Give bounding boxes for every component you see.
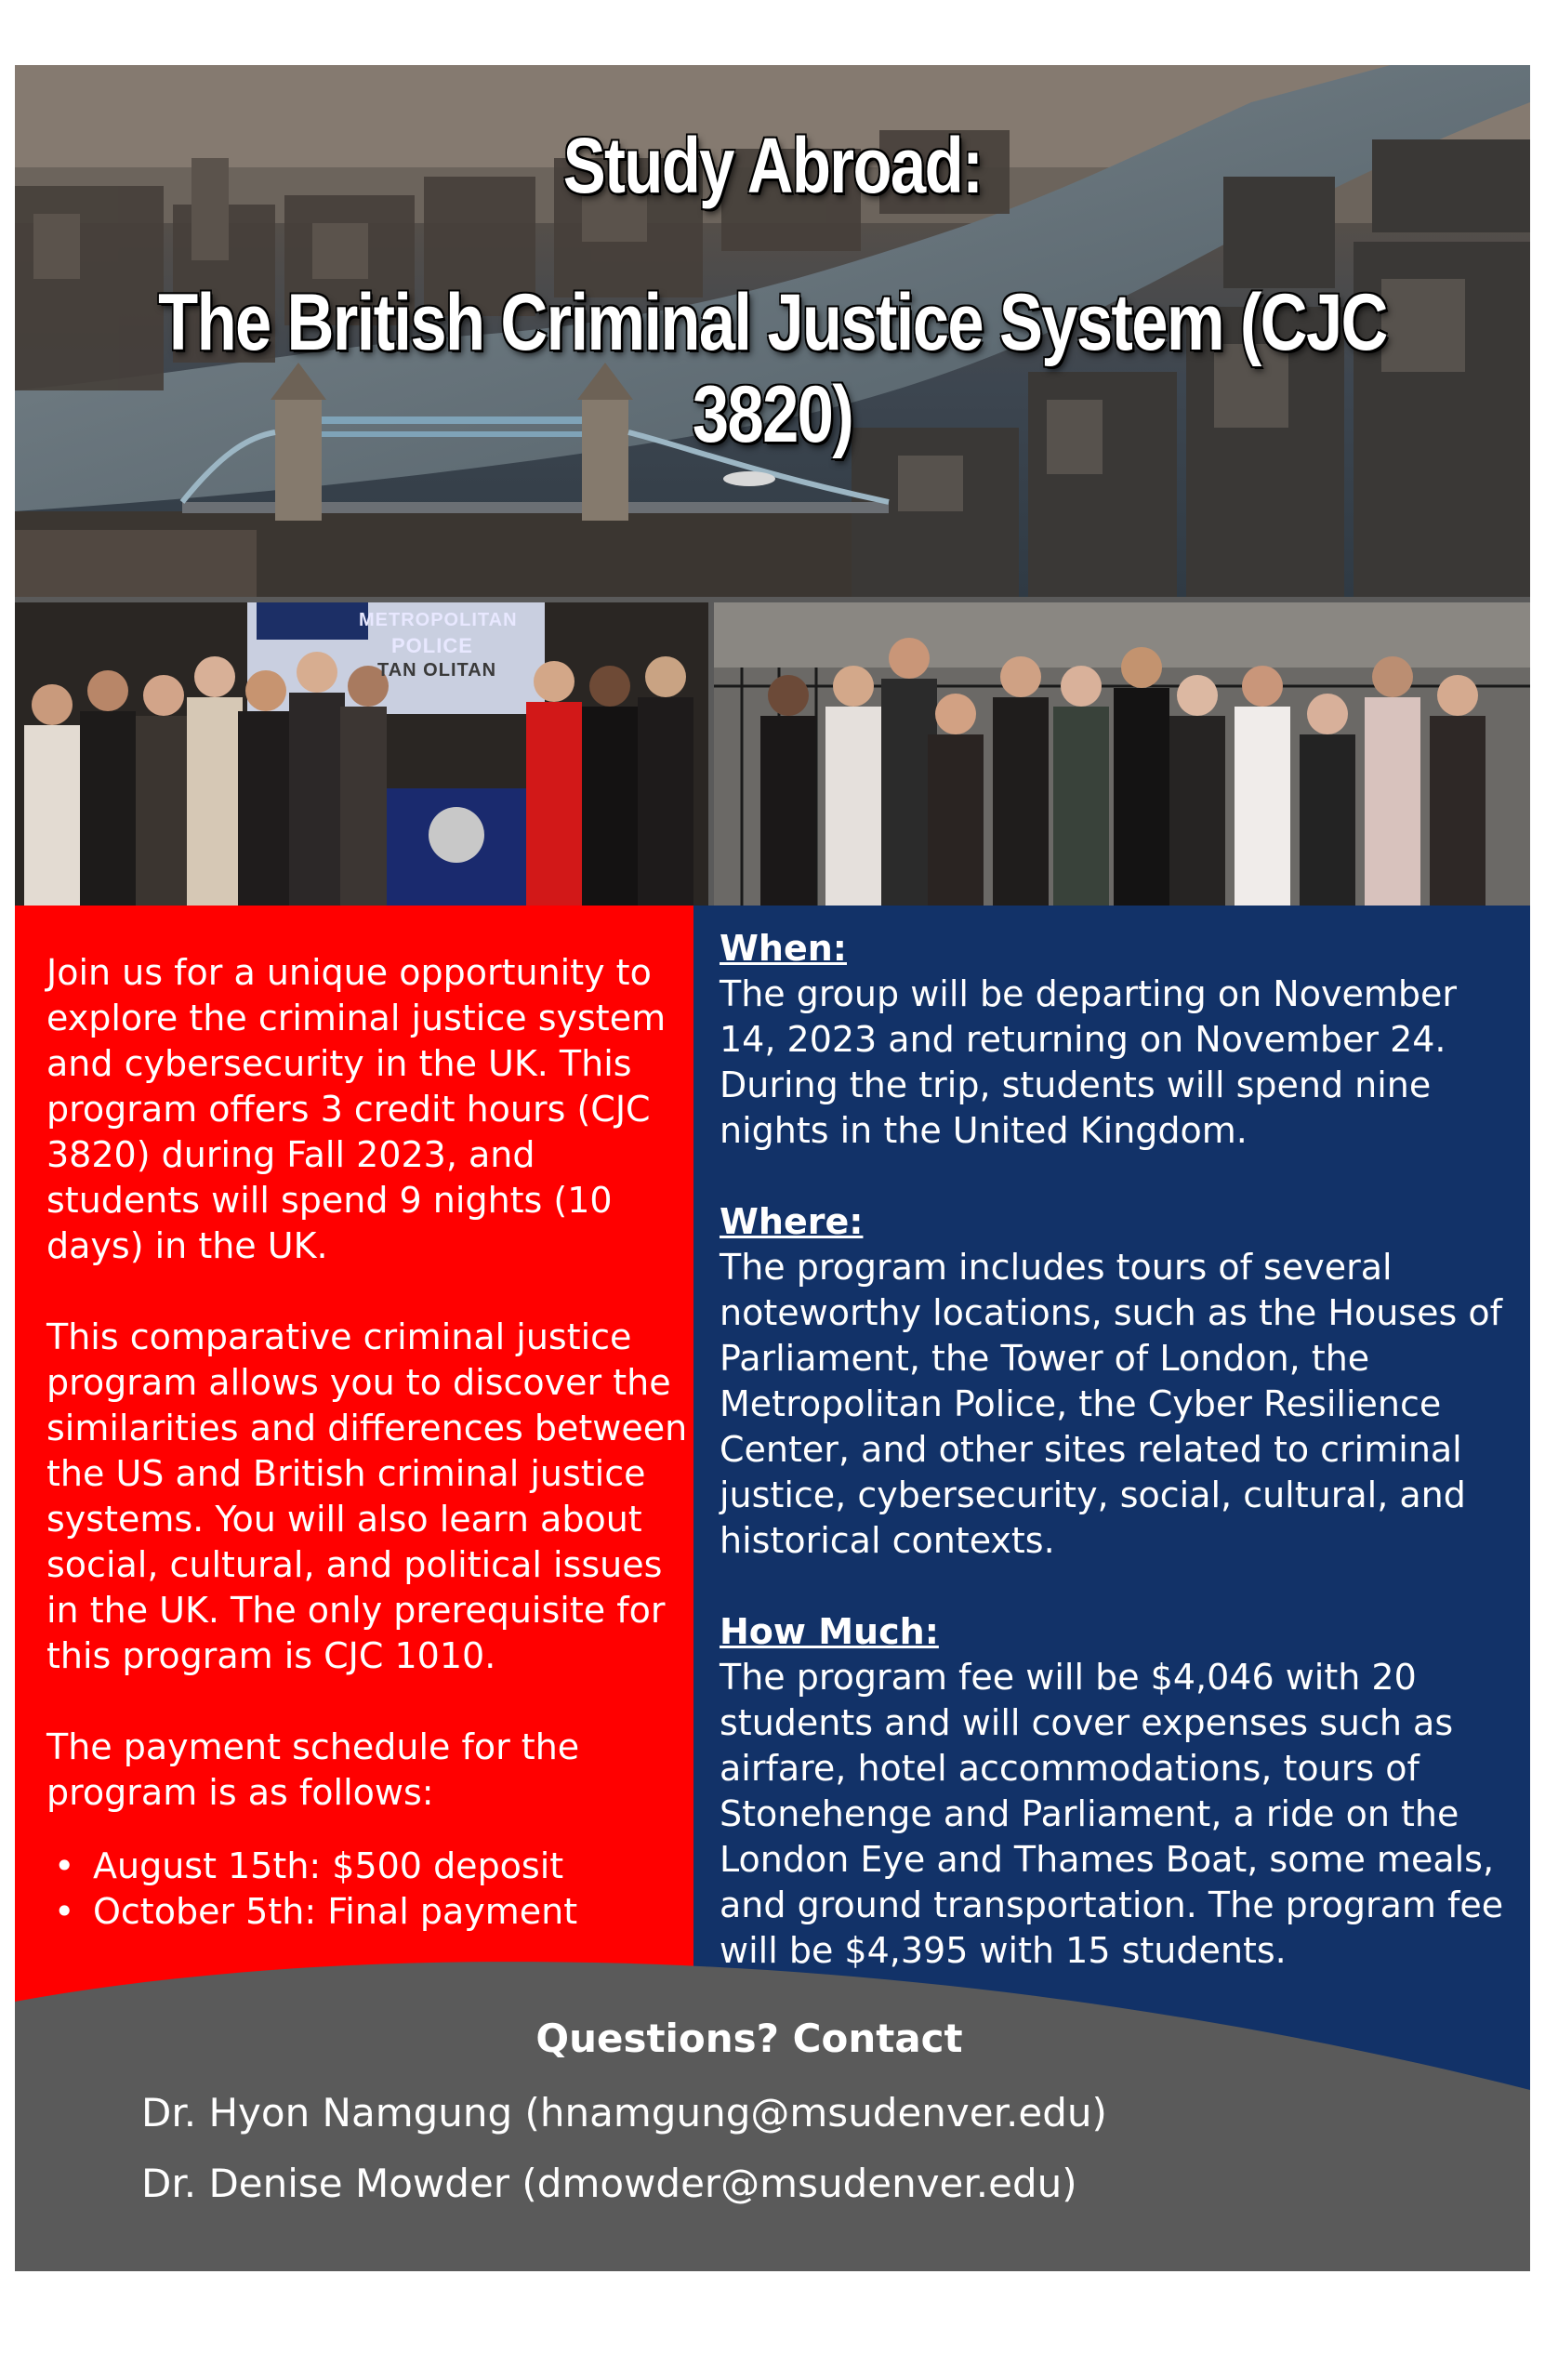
payment-list (46, 1844, 688, 1935)
hero-subtitle: The British Criminal Justice System (CJC 3820) (158, 278, 1387, 459)
where-text: The program includes tours of several noteworthy locations, such as the Houses of Parliament, the Tower of London, the Metropolitan Police, the Cyber Resilience Center, and other sites related to criminal justice, cybersecurity, social, cultural, and historical contexts. (720, 1247, 1502, 1561)
group-photo-outdoor (714, 602, 1530, 906)
sign-partial: TAN OLITAN (377, 660, 497, 681)
when-heading: When: (720, 928, 847, 969)
howmuch-heading: How Much: (720, 1611, 939, 1652)
sign-police: POLICE (391, 634, 473, 657)
group-photo-left-image (15, 602, 708, 906)
when-text: The group will be departing on November 14, 2023 and returning on November 24. During the trip, students will spend nine nights in the United Kingdom. (720, 973, 1457, 1151)
payment-item: • August 15th: $500 deposit (93, 1844, 688, 1889)
when-section (720, 926, 1519, 1154)
contact-person-2: Dr. Denise Mowder (dmowder@msudenver.edu) (141, 2161, 1077, 2206)
intro-paragraph-1: Join us for a unique opportunity to explore the criminal justice system and cybersecurity in the UK. This program offers 3 credit hours (CJC 3820) during Fall 2023, and students will spend 9 nights (10 days) in the UK. (46, 952, 667, 1266)
intro-column (15, 906, 693, 2021)
group-photo-police (15, 602, 708, 906)
group-photo-right-image (714, 602, 1530, 906)
payment-item: • October 5th: Final payment (93, 1889, 688, 1935)
hero-title: Study Abroad: (562, 122, 983, 209)
howmuch-text: The program fee will be $4,046 with 20 students and will cover expenses such as airfare, hotel accommodations, tours of Stonehenge and Parliament, a ride on the London Eye and Thames Boat, some meals, and ground transportation. The program fee will be $4,395 with 15 students. (720, 1657, 1504, 1971)
sign-metropolitan: METROPOLITAN (359, 610, 518, 630)
intro-text (46, 950, 688, 1935)
where-section (720, 1199, 1519, 1564)
bullet-icon: • (54, 1891, 75, 1932)
hero-banner (15, 65, 1530, 597)
intro-paragraph-3: The payment schedule for the program is as follows: (46, 1726, 580, 1813)
contact-person-1: Dr. Hyon Namgung (hnamgung@msudenver.edu) (141, 2090, 1107, 2135)
flyer (15, 65, 1530, 2271)
where-heading: Where: (720, 1201, 864, 1242)
contact-title: Questions? Contact (535, 2016, 963, 2061)
intro-paragraph-2: This comparative criminal justice program allows you to discover the similarities and differences between the US and British criminal justice systems. You will also learn about social, cultural, and political issues in the UK. The only prerequisite for this program is CJC 1010. (46, 1316, 688, 1676)
howmuch-section (720, 1609, 1519, 1974)
bullet-icon: • (54, 1845, 75, 1886)
details-text (720, 926, 1519, 2019)
